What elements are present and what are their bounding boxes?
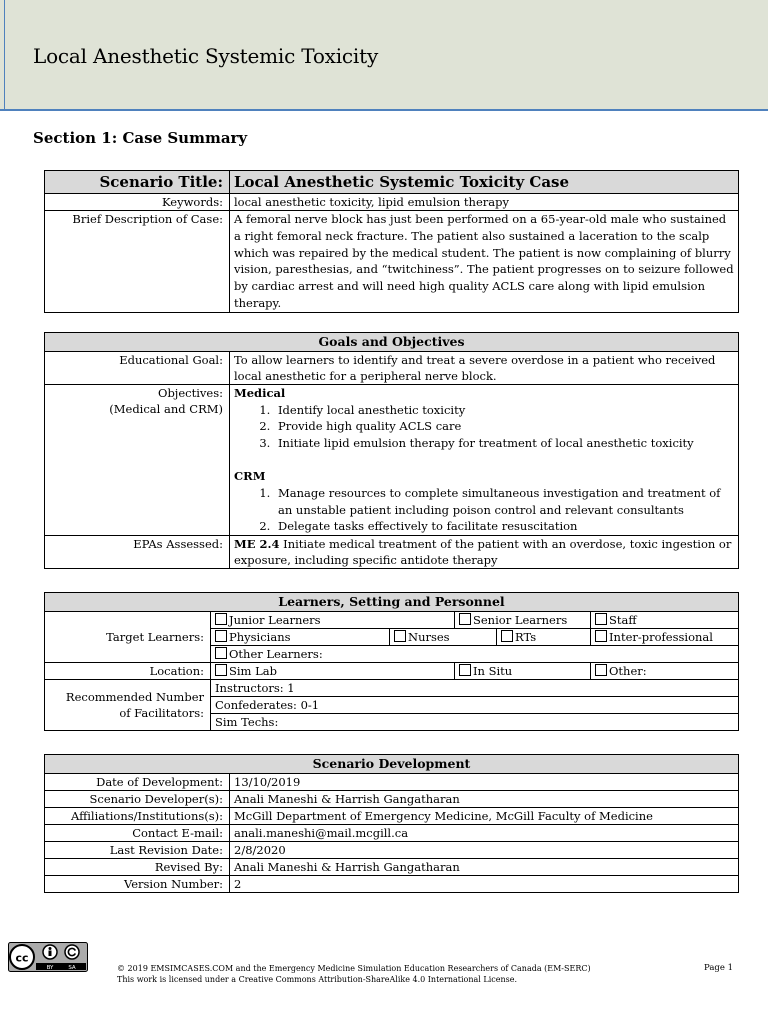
date-of-development-label: Date of Development: <box>45 774 230 791</box>
table-row <box>45 808 739 825</box>
option-label: In Situ <box>473 664 513 678</box>
scenario-title-row <box>45 171 739 194</box>
cc-sa-label: SA <box>68 965 76 971</box>
list-item: 1. Manage resources to complete simultaneous investigation and treatment of an unstable patient including poison control and relevant consultants <box>274 485 734 518</box>
keywords-label: Keywords: <box>45 194 230 211</box>
option-label: Sim Lab <box>229 664 277 678</box>
objectives-sublabel: (Medical and CRM) <box>109 402 223 416</box>
table-row <box>45 842 739 859</box>
table-row <box>45 825 739 842</box>
checkbox-icon[interactable] <box>595 613 607 625</box>
option-label: Physicians <box>229 630 291 644</box>
date-of-development-value: 13/10/2019 <box>230 774 739 791</box>
keywords-row <box>45 194 739 211</box>
interprofessional-option[interactable] <box>591 629 739 646</box>
scenario-title-label: Scenario Title: <box>45 171 230 194</box>
description-label: Brief Description of Case: <box>45 211 230 313</box>
version-number-value: 2 <box>230 876 739 893</box>
in-situ-option[interactable] <box>455 663 591 680</box>
educational-goal-row <box>45 352 739 385</box>
objectives-value <box>230 385 739 536</box>
copyright-line: © 2019 EMSIMCASES.COM and the Emergency Medicine Simulation Education Researchers of Canada (EM-SERC) <box>117 964 591 973</box>
option-label: Staff <box>609 613 637 627</box>
other-learners-option[interactable] <box>211 646 739 663</box>
revised-by-label: Revised By: <box>45 859 230 876</box>
option-label: Other: <box>609 664 647 678</box>
footer-license-text <box>117 963 591 985</box>
list-item: 2. Provide high quality ACLS care <box>274 418 734 435</box>
cc-by-label: BY <box>46 965 54 971</box>
epa-code: ME 2.4 <box>234 536 280 551</box>
case-summary-table <box>44 170 739 313</box>
keywords-value: local anesthetic toxicity, lipid emulsion therapy <box>230 194 739 211</box>
epa-text: Initiate medical treatment of the patient with an overdose, toxic ingestion or exposure, including specific antidote therapy <box>234 536 732 567</box>
other-location-option[interactable] <box>591 663 739 680</box>
creative-commons-license-icon[interactable] <box>8 942 88 972</box>
objectives-row <box>45 385 739 536</box>
table-row <box>45 876 739 893</box>
checkbox-icon[interactable] <box>215 647 227 659</box>
epas-value <box>230 535 739 568</box>
facilitators-label <box>45 680 211 731</box>
medical-heading: Medical <box>234 386 286 400</box>
objectives-label-cell <box>45 385 230 536</box>
option-label: Inter-professional <box>609 630 713 644</box>
option-label: Senior Learners <box>473 613 568 627</box>
contact-email-label: Contact E-mail: <box>45 825 230 842</box>
checkbox-icon[interactable] <box>595 664 607 676</box>
description-row <box>45 211 739 313</box>
header-accent-line <box>4 0 5 111</box>
checkbox-icon[interactable] <box>459 664 471 676</box>
learners-header: Learners, Setting and Personnel <box>45 593 739 612</box>
junior-learners-option[interactable] <box>211 612 455 629</box>
crm-heading: CRM <box>234 469 266 484</box>
affiliations-value: McGill Department of Emergency Medicine, McGill Faculty of Medicine <box>230 808 739 825</box>
developer-value: Anali Maneshi & Harrish Gangatharan <box>230 791 739 808</box>
page-number: Page 1 <box>704 963 733 973</box>
list-item: 3. Initiate lipid emulsion therapy for treatment of local anesthetic toxicity <box>274 435 734 452</box>
document-title: Local Anesthetic Systemic Toxicity <box>33 44 379 68</box>
description-value: A femoral nerve block has just been performed on a 65-year-old male who sustained a right femoral neck fracture. The patient also sustained a laceration to the scalp which was repaired by the medical student. The patient is now complaining of blurry vision, paresthesias, and “twitchiness”. The patient progresses on to seizure followed by cardiac arrest and will need high quality ACLS care along with lipid emulsion therapy. <box>230 211 739 313</box>
sim-techs-value: Sim Techs: <box>211 714 739 731</box>
checkbox-icon[interactable] <box>595 630 607 642</box>
checkbox-icon[interactable] <box>459 613 471 625</box>
version-number-label: Version Number: <box>45 876 230 893</box>
checkbox-icon[interactable] <box>394 630 406 642</box>
development-table <box>44 754 739 893</box>
checkbox-icon[interactable] <box>215 664 227 676</box>
option-label: RTs <box>515 630 537 644</box>
goals-header: Goals and Objectives <box>45 333 739 352</box>
scenario-title: Local Anesthetic Systemic Toxicity Case <box>230 171 739 194</box>
table-row <box>45 774 739 791</box>
option-label: Other Learners: <box>229 647 323 661</box>
revised-by-value: Anali Maneshi & Harrish Gangatharan <box>230 859 739 876</box>
facilitators-label-line: of Facilitators: <box>119 706 204 720</box>
epas-row <box>45 535 739 568</box>
rts-option[interactable] <box>497 629 591 646</box>
svg-text:cc: cc <box>15 951 29 965</box>
location-label: Location: <box>45 663 211 680</box>
goals-table <box>44 332 739 569</box>
table-row <box>45 791 739 808</box>
option-label: Nurses <box>408 630 450 644</box>
checkbox-icon[interactable] <box>215 613 227 625</box>
section-title: Section 1: Case Summary <box>33 129 248 147</box>
senior-learners-option[interactable] <box>455 612 591 629</box>
developer-label: Scenario Developer(s): <box>45 791 230 808</box>
table-row <box>45 859 739 876</box>
target-learners-label: Target Learners: <box>45 612 211 663</box>
license-line: This work is licensed under a Creative Commons Attribution-ShareAlike 4.0 International License. <box>117 975 518 984</box>
checkbox-icon[interactable] <box>215 630 227 642</box>
page-header <box>0 0 768 111</box>
crm-objectives-list <box>234 485 734 535</box>
educational-goal-label: Educational Goal: <box>45 352 230 385</box>
learners-table <box>44 592 739 731</box>
educational-goal-value: To allow learners to identify and treat a severe overdose in a patient who received local anesthetic for a peripheral nerve block. <box>230 352 739 385</box>
list-item: 1. Identify local anesthetic toxicity <box>274 402 734 419</box>
instructors-value: Instructors: 1 <box>211 680 739 697</box>
last-revision-value: 2/8/2020 <box>230 842 739 859</box>
nurses-option[interactable] <box>390 629 497 646</box>
sim-lab-option[interactable] <box>211 663 455 680</box>
objectives-label: Objectives: <box>158 386 223 400</box>
confederates-value: Confederates: 0-1 <box>211 697 739 714</box>
medical-objectives-list <box>234 402 734 452</box>
affiliations-label: Affiliations/Institutions(s): <box>45 808 230 825</box>
option-label: Junior Learners <box>229 613 321 627</box>
list-item: 2. Delegate tasks effectively to facilitate resuscitation <box>274 518 734 535</box>
development-header: Scenario Development <box>45 755 739 774</box>
epas-label: EPAs Assessed: <box>45 535 230 568</box>
last-revision-label: Last Revision Date: <box>45 842 230 859</box>
facilitators-label-line: Recommended Number <box>65 690 204 704</box>
contact-email-value[interactable]: anali.maneshi@mail.mcgill.ca <box>230 825 739 842</box>
checkbox-icon[interactable] <box>501 630 513 642</box>
physicians-option[interactable] <box>211 629 390 646</box>
staff-option[interactable] <box>591 612 739 629</box>
